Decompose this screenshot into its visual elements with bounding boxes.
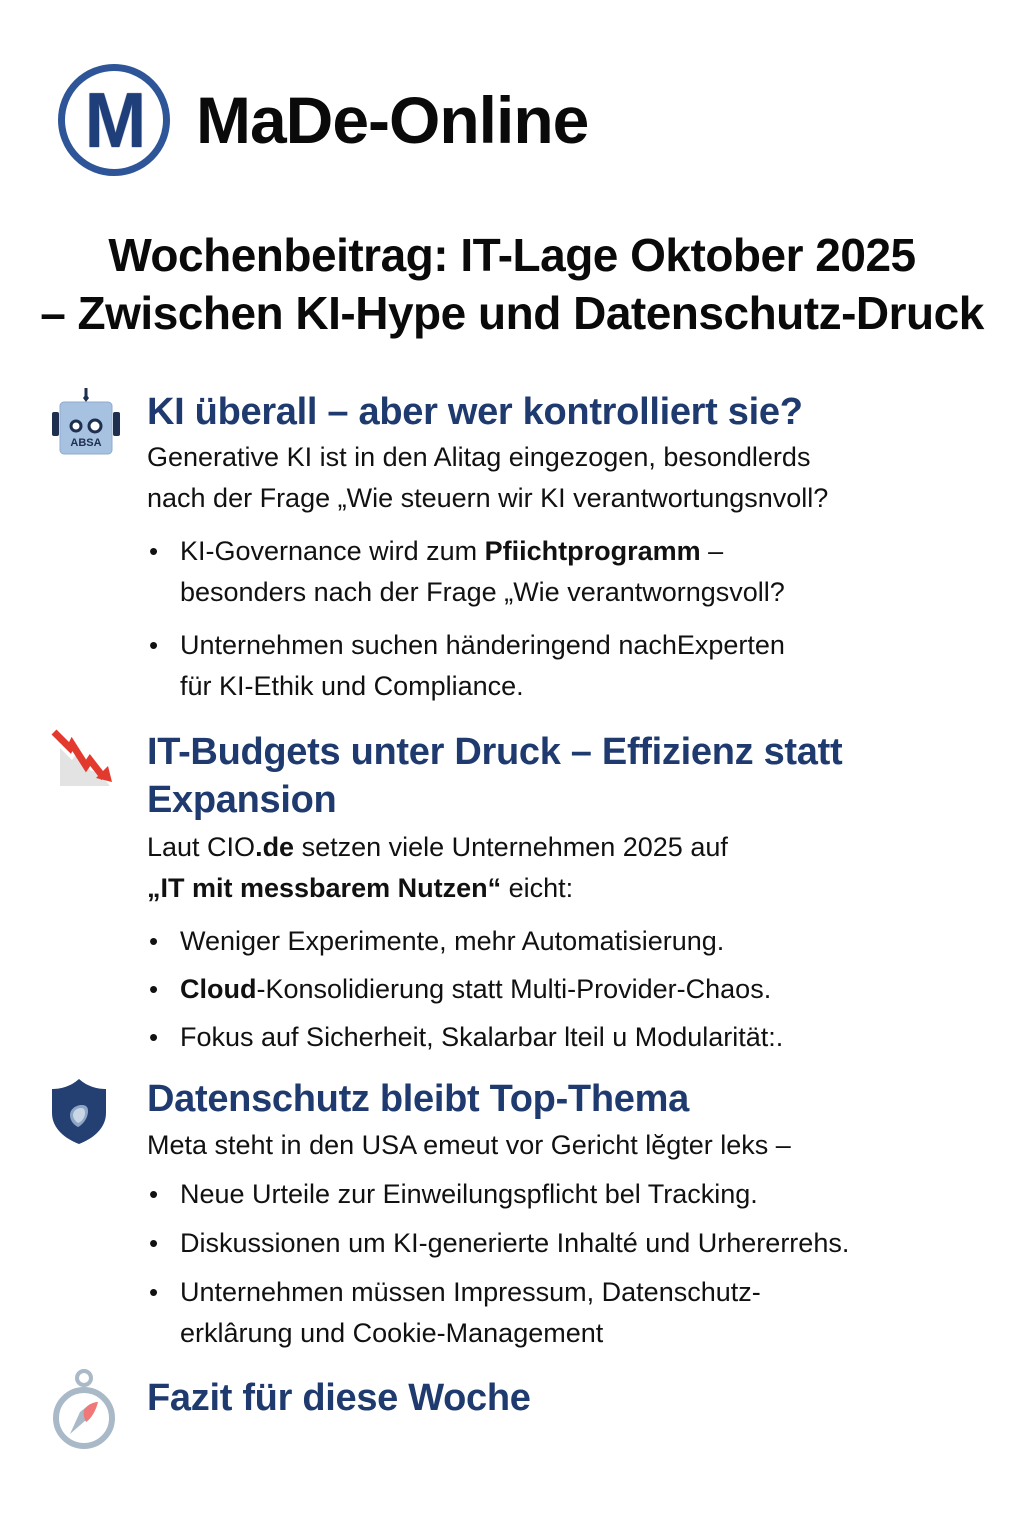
section-heading: Fazit für diese Woche (147, 1377, 531, 1419)
section-paragraph: Laut CIO.de setzen viele Unternehmen 2025 auf „IT mit messbarem Nutzen“ eicht: (147, 832, 728, 903)
section-heading: KI überall – aber wer kontrolliert sie? (147, 391, 803, 433)
site-name: MaDe-Online (196, 83, 589, 157)
list-item: • Neue Urteile zur Einweilungspflicht bel Tracking. (147, 1174, 947, 1215)
list-item: • Fokus auf Sicherheit, Skalarbar lteil u Modularität:. (147, 1017, 947, 1058)
section-heading: IT-Budgets unter Druck – Effizienz statt Expansion (147, 731, 843, 821)
section-paragraph: Meta steht in den USA emeut vor Gericht lĕgter leks – (147, 1130, 791, 1160)
logo-mark-icon: M (58, 64, 170, 176)
svg-text:ABSA: ABSA (70, 437, 102, 449)
section-paragraph: Generative KI ist in den Alitag eingezogen, besondlerds nach der Frage „Wie steuern wir KI verantwortungsnvoll? (147, 442, 829, 513)
bullet-list (147, 921, 947, 1058)
list-item: • Cloud-Konsolidierung statt Multi-Provider-Chaos. (147, 969, 947, 1010)
section-heading: Datenschutz bleibt Top-Thema (147, 1078, 689, 1120)
bullet-list (147, 1174, 947, 1354)
site-logo[interactable] (58, 64, 588, 176)
page-title: Wochenbeitrag: IT-Lage Oktober 2025 – Zwischen KI-Hype und Datenschutz-Druck (40, 229, 984, 339)
list-item: • Weniger Experimente, mehr Automatisierung. (147, 921, 947, 962)
shield-icon (50, 1077, 108, 1150)
compass-icon (50, 1368, 118, 1459)
list-item: • KI-Governance wird zum Pfiichtprogramm – besonders nach der Frage „Wie verantworngsvoll? (147, 531, 947, 613)
list-item: • Diskussionen um KI-generierte Inhalté und Urhererrehs. (147, 1223, 947, 1264)
list-item: • Unternehmen suchen händeringend nachExperten für KI-Ethik und Compliance. (147, 625, 947, 707)
list-item: • Unternehmen müssen Impressum, Datenschutz- erklârung und Cookie-Management (147, 1272, 947, 1354)
bullet-list (147, 531, 947, 707)
trending-down-icon (50, 726, 116, 793)
robot-icon (50, 386, 122, 461)
